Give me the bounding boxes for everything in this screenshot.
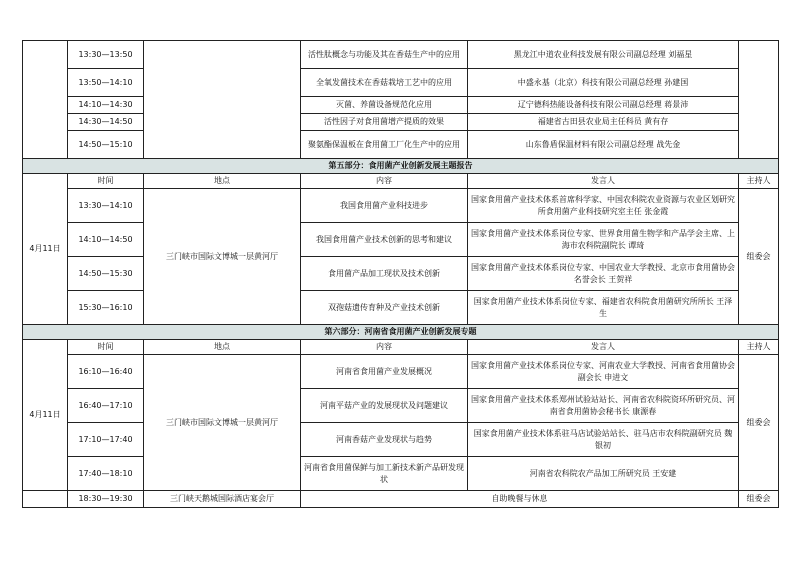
speaker-cell: 黑龙江中道农业科技发展有限公司副总经理 刘福星 (468, 41, 739, 69)
time-cell: 14:30—14:50 (68, 114, 144, 131)
table-row (23, 97, 779, 114)
content-cell: 我国食用菌产业技术创新的思考和建议 (301, 223, 468, 257)
header-place: 地点 (144, 174, 301, 189)
header-speaker: 发言人 (468, 340, 739, 355)
header-host: 主持人 (739, 174, 779, 189)
header-time: 时间 (68, 340, 144, 355)
table-row (23, 131, 779, 159)
place-cell: 三门峡市国际文博城一层黄河厅 (144, 355, 301, 491)
content-cell: 自助晚餐与休息 (301, 491, 739, 508)
table-row (23, 355, 779, 389)
table-row (23, 189, 779, 223)
speaker-cell: 国家食用菌产业技术体系驻马店试验站站长、驻马店市农科院副研究员 魏银初 (468, 423, 739, 457)
time-cell: 14:50—15:10 (68, 131, 144, 159)
content-cell: 双孢菇遗传育种及产业技术创新 (301, 291, 468, 325)
time-cell: 15:30—16:10 (68, 291, 144, 325)
section-title: 第五部分：食用菌产业创新发展主题报告 (23, 159, 779, 174)
host-cell: 组委会 (739, 189, 779, 325)
date-cell: 4月11日 (23, 174, 68, 325)
table-row-dinner (23, 491, 779, 508)
content-cell: 河南平菇产业的发展现状及问题建议 (301, 389, 468, 423)
table-row (23, 114, 779, 131)
content-cell: 食用菌产品加工现状及技术创新 (301, 257, 468, 291)
header-content: 内容 (301, 174, 468, 189)
table-row (23, 257, 779, 291)
content-cell: 河南省食用菌产业发展概况 (301, 355, 468, 389)
host-cell (739, 41, 779, 159)
content-cell: 活性因子对食用菌增产提质的效果 (301, 114, 468, 131)
header-time: 时间 (68, 174, 144, 189)
speaker-cell: 国家食用菌产业技术体系首席科学家、中国农科院农业资源与农业区划研究所食用菌产业科技研究室主任 张金霞 (468, 189, 739, 223)
place-cell (144, 41, 301, 159)
time-cell: 14:10—14:50 (68, 223, 144, 257)
table-row (23, 389, 779, 423)
schedule-table (22, 40, 779, 508)
table-row (23, 223, 779, 257)
header-content: 内容 (301, 340, 468, 355)
time-cell: 13:50—14:10 (68, 69, 144, 97)
speaker-cell: 国家食用菌产业技术体系郑州试验站站长、河南省农科院资环所研究员、河南省食用菌协会秘书长 康源春 (468, 389, 739, 423)
speaker-cell: 国家食用菌产业技术体系岗位专家、世界食用菌生物学和产品学会主席、上海市农科院副院长 谭琦 (468, 223, 739, 257)
date-cell (23, 41, 68, 159)
host-cell: 组委会 (739, 355, 779, 491)
content-cell: 河南省食用菌保鲜与加工新技术新产品研发现状 (301, 457, 468, 491)
section-header-part5 (23, 159, 779, 174)
time-cell: 16:10—16:40 (68, 355, 144, 389)
content-cell: 我国食用菌产业科技进步 (301, 189, 468, 223)
place-cell: 三门峡市国际文博城一层黄河厅 (144, 189, 301, 325)
column-header-row (23, 174, 779, 189)
header-speaker: 发言人 (468, 174, 739, 189)
time-cell: 13:30—13:50 (68, 41, 144, 69)
date-cell: 4月11日 (23, 340, 68, 491)
speaker-cell: 中盛永基（北京）科技有限公司副总经理 孙建国 (468, 69, 739, 97)
speaker-cell: 国家食用菌产业技术体系岗位专家、中国农业大学教授、北京市食用菌协会名誉会长 王贺祥 (468, 257, 739, 291)
speaker-cell: 山东鲁盾保温材料有限公司副总经理 战先金 (468, 131, 739, 159)
speaker-cell: 国家食用菌产业技术体系岗位专家、河南农业大学教授、河南省食用菌协会副会长 申进文 (468, 355, 739, 389)
content-cell: 河南香菇产业发现状与趋势 (301, 423, 468, 457)
time-cell: 16:40—17:10 (68, 389, 144, 423)
time-cell: 14:10—14:30 (68, 97, 144, 114)
table-row (23, 457, 779, 491)
host-cell: 组委会 (739, 491, 779, 508)
content-cell: 活性肽概念与功能及其在香菇生产中的应用 (301, 41, 468, 69)
section-header-part6 (23, 325, 779, 340)
header-place: 地点 (144, 340, 301, 355)
speaker-cell: 福建省古田县农业局主任科员 黄有存 (468, 114, 739, 131)
table-row (23, 41, 779, 69)
speaker-cell: 河南省农科院农产品加工所研究员 王安建 (468, 457, 739, 491)
time-cell: 17:40—18:10 (68, 457, 144, 491)
table-row (23, 69, 779, 97)
table-row (23, 291, 779, 325)
header-host: 主持人 (739, 340, 779, 355)
column-header-row (23, 340, 779, 355)
content-cell: 灭菌、养菌设备规范化应用 (301, 97, 468, 114)
speaker-cell: 国家食用菌产业技术体系岗位专家、福建省农科院食用菌研究所所长 王泽生 (468, 291, 739, 325)
date-cell (23, 491, 68, 508)
time-cell: 18:30—19:30 (68, 491, 144, 508)
time-cell: 14:50—15:30 (68, 257, 144, 291)
place-cell: 三门峡天鹅城国际酒店宴会厅 (144, 491, 301, 508)
time-cell: 17:10—17:40 (68, 423, 144, 457)
section-title: 第六部分：河南省食用菌产业创新发展专题 (23, 325, 779, 340)
content-cell: 聚氨酯保温板在食用菌工厂化生产中的应用 (301, 131, 468, 159)
time-cell: 13:30—14:10 (68, 189, 144, 223)
content-cell: 全氧发菌技术在香菇栽培工艺中的应用 (301, 69, 468, 97)
table-row (23, 423, 779, 457)
speaker-cell: 辽宁德科热能设备科技有限公司副总经理 蒋景沛 (468, 97, 739, 114)
